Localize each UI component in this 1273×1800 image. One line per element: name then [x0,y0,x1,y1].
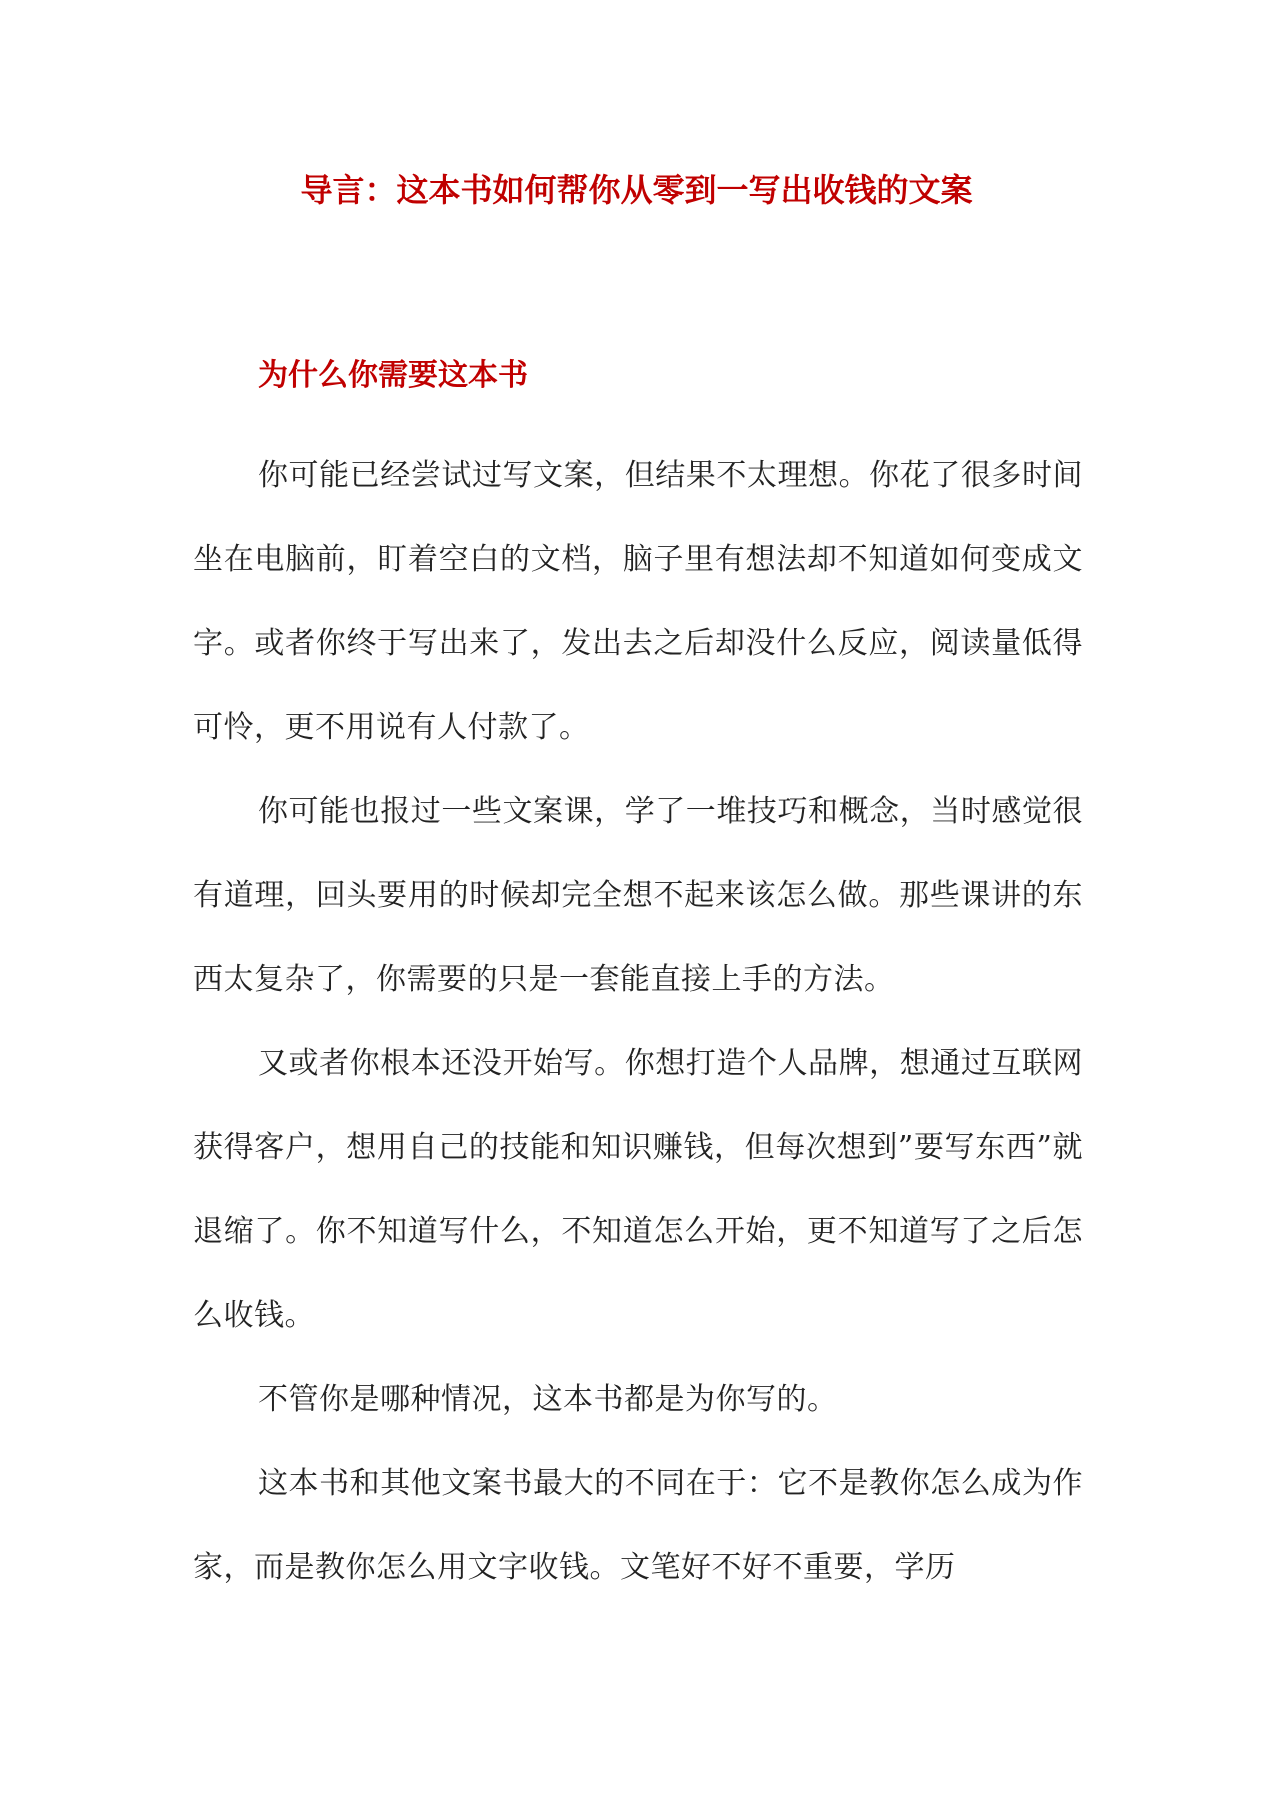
paragraph: 不管你是哪种情况，这本书都是为你写的。 [258,1382,838,1417]
paragraph: 又或者你根本还没开始写。你想打造个人品牌，想通过互联网获得客户，想用自己的技能和知识赚钱，但每次想到”要写东西”就退缩了。你不知道写什么，不知道怎么开始，更不知道写了之后怎么收钱。 [193,1046,1083,1333]
document-title: 导言：这本书如何帮你从零到一写出收钱的文案 [300,171,973,209]
paragraph: 你可能也报过一些文案课，学了一堆技巧和概念，当时感觉很有道理，回头要用的时候却完全想不起来该怎么做。那些课讲的东西太复杂了，你需要的只是一套能直接上手的方法。 [193,794,1083,997]
paragraph: 你可能已经尝试过写文案，但结果不太理想。你花了很多时间坐在电脑前，盯着空白的文档，脑子里有想法却不知道如何变成文字。或者你终于写出来了，发出去之后却没什么反应，阅读量低得可怜，更不用说有人付款了。 [193,458,1083,745]
body-text [193,434,1083,1610]
section-heading: 为什么你需要这本书 [258,358,528,393]
paragraph: 这本书和其他文案书最大的不同在于：它不是教你怎么成为作家，而是教你怎么用文字收钱。文笔好不好不重要，学历 [193,1466,1083,1585]
